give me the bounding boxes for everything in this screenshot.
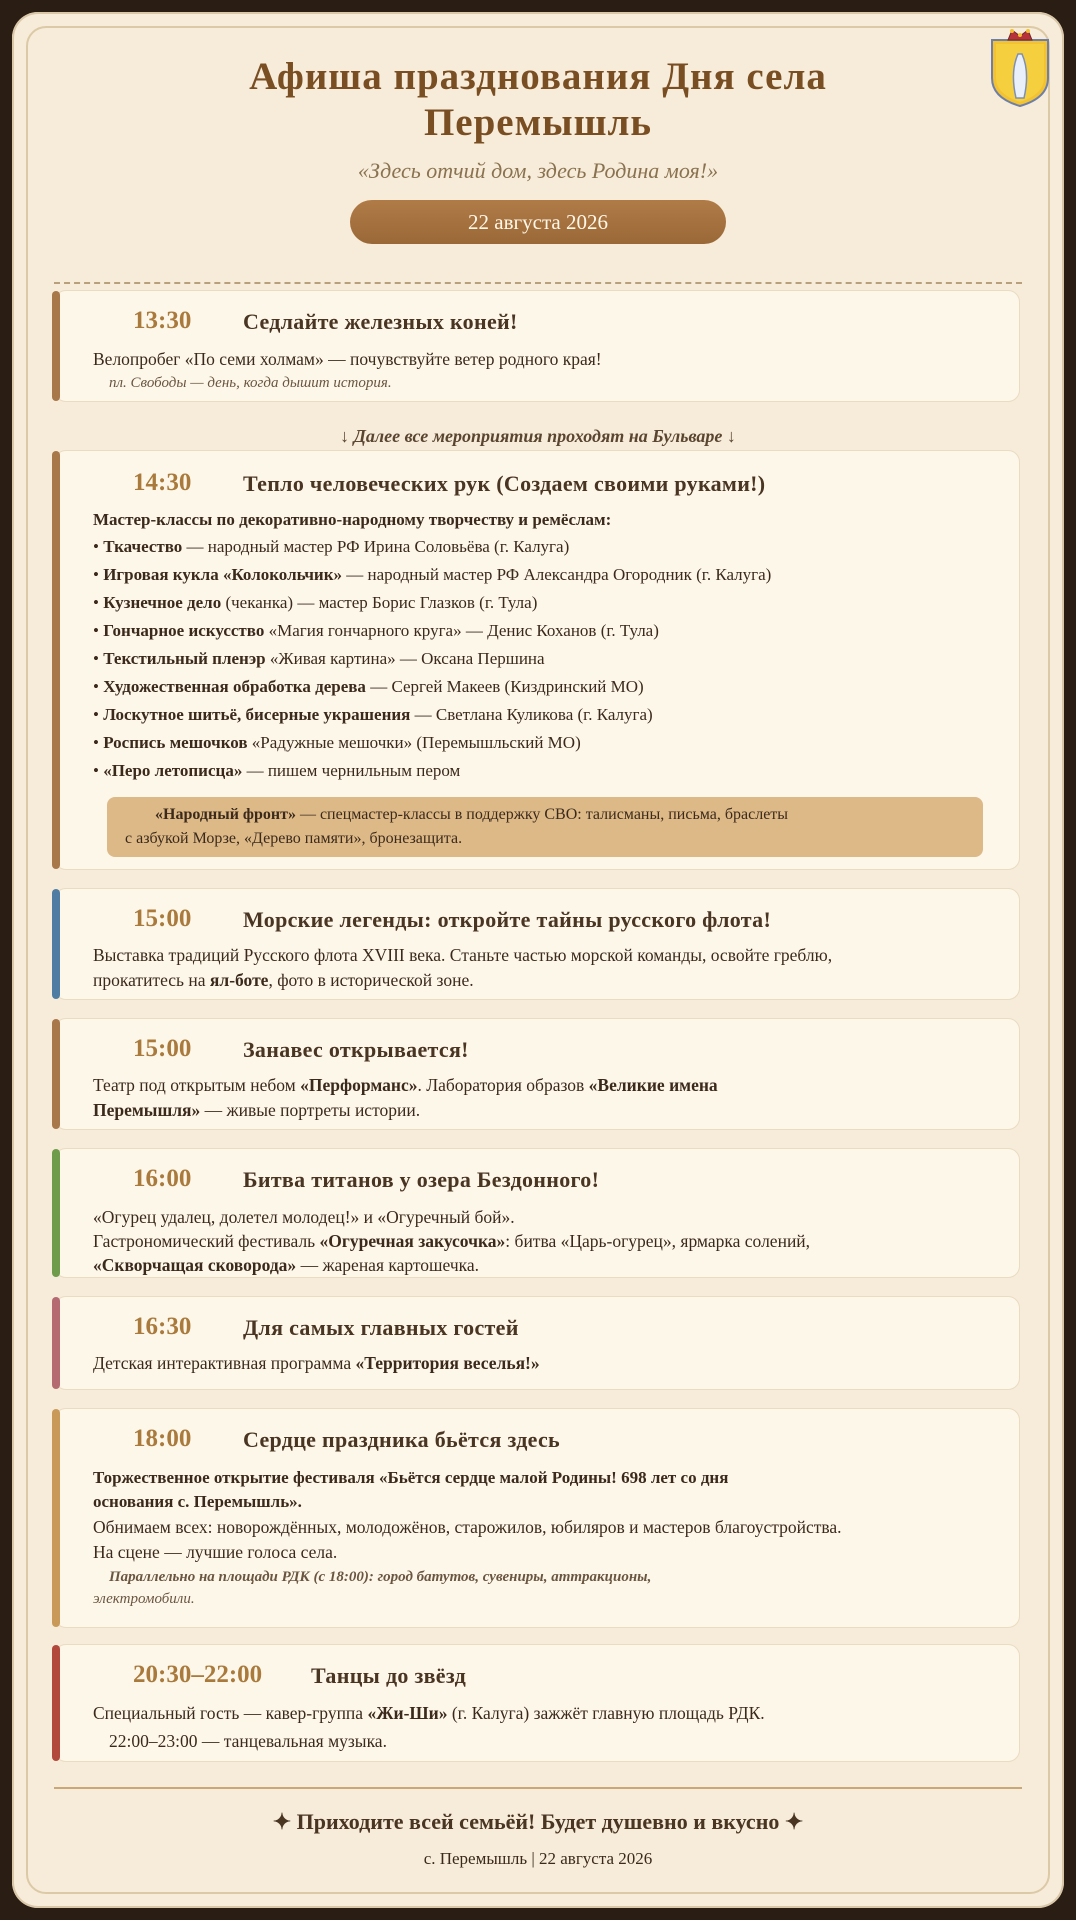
event-text-line-3: «Скворчащая сковорода» — жареная картошечка.	[93, 1255, 480, 1275]
event-text-line-4: На сцене — лучшие голоса села.	[93, 1542, 338, 1562]
event-title: Морские легенды: откройте тайны русского флота!	[243, 907, 772, 932]
poster-frame	[12, 12, 1064, 1908]
list-item: • Игровая кукла «Колокольчик» — народный мастер РФ Александра Огородник (г. Калуга)	[93, 565, 772, 584]
subtitle: «Здесь отчий дом, здесь Родина моя!»	[357, 158, 719, 183]
list-item: • Гончарное искусство «Магия гончарного круга» — Денис Коханов (г. Тула)	[93, 621, 659, 640]
event-card-1800	[54, 1408, 1020, 1628]
event-time: 16:30	[133, 1313, 192, 1340]
event-accent-bar	[52, 1409, 60, 1627]
header	[12, 54, 1064, 244]
event-time: 15:00	[133, 905, 192, 932]
event-accent-bar	[52, 291, 60, 401]
event-time: 16:00	[133, 1165, 192, 1192]
event-title: Танцы до звёзд	[311, 1663, 467, 1688]
page-title	[12, 54, 1064, 146]
event-card-1600	[54, 1148, 1020, 1278]
event-text-line-1: «Огурец удалец, долетел молодец!» и «Огуречный бой».	[93, 1207, 515, 1227]
event-card-1500-theater	[54, 1018, 1020, 1130]
list-item: • «Перо летописца» — пишем чернильным пером	[93, 761, 461, 780]
event-accent-bar	[52, 889, 60, 999]
event-accent-bar	[52, 1645, 60, 1761]
event-title: Тепло человеческих рук (Создаем своими руками!)	[243, 471, 766, 496]
event-accent-bar	[52, 1149, 60, 1277]
event-text-line-2: Перемышля» — живые портреты истории.	[93, 1100, 421, 1120]
event-accent-bar	[52, 1297, 60, 1389]
event-location-note: пл. Свободы — день, когда дышит история.	[109, 375, 392, 391]
event-text-line-2: основания с. Перемышль».	[93, 1492, 302, 1511]
callout-line-2: с азбукой Морзе, «Дерево памяти», бронезащита.	[125, 830, 463, 847]
event-title: Битва титанов у озера Бездонного!	[243, 1167, 600, 1192]
list-item: • Лоскутное шитьё, бисерные украшения — Светлана Куликова (г. Калуга)	[93, 705, 653, 724]
masterclass-heading: Мастер-классы по декоративно-народному творчеству и ремёслам:	[93, 510, 612, 529]
event-card-1430	[54, 450, 1020, 870]
footer-title: ✦ Приходите всей семьёй! Будет душевно и вкусно ✦	[272, 1809, 804, 1834]
event-time: 18:00	[133, 1425, 192, 1452]
event-text-line-2: 22:00–23:00 — танцевальная музыка.	[109, 1731, 387, 1751]
event-text-line-1: Выставка традиций Русского флота XVIII века. Станьте частью морской команды, освойте греблю,	[93, 945, 833, 965]
venue-transition-note: ↓ Далее все мероприятия проходят на Бульваре ↓	[340, 426, 736, 446]
event-text-line-3: Обнимаем всех: новорождённых, молодожёнов, старожилов, юбиляров и мастеров благоустройства.	[93, 1517, 842, 1537]
event-time: 20:30–22:00	[133, 1661, 263, 1688]
event-accent-bar	[52, 451, 60, 869]
event-text-line-2: Гастрономический фестиваль «Огуречная закусочка»: битва «Царь-огурец», ярмарка солений,	[93, 1231, 811, 1251]
event-card-1330	[54, 290, 1020, 402]
footer-subtitle: с. Перемышль | 22 августа 2026	[423, 1849, 653, 1868]
title-line-2: Перемышль	[423, 101, 653, 144]
event-time: 14:30	[133, 469, 192, 496]
event-time: 15:00	[133, 1035, 192, 1062]
narodny-front-callout	[107, 797, 983, 857]
event-accent-bar	[52, 1019, 60, 1129]
event-time: 13:30	[133, 307, 192, 334]
event-card-1500-fleet	[54, 888, 1020, 1000]
list-item: • Кузнечное дело (чеканка) — мастер Борис Глазков (г. Тула)	[93, 593, 538, 612]
event-text-line-1: Специальный гость — кавер-группа «Жи-Ши» (г. Калуга) зажжёт главную площадь РДК.	[93, 1703, 765, 1723]
event-text: Детская интерактивная программа «Территория веселья!»	[93, 1353, 540, 1373]
event-parallel-note-1: Параллельно на площади РДК (с 18:00): город батутов, сувениры, аттракционы,	[109, 1569, 652, 1585]
event-title: Седлайте железных коней!	[243, 309, 518, 334]
event-title: Занавес открывается!	[243, 1037, 469, 1062]
list-item: • Ткачество — народный мастер РФ Ирина Соловьёва (г. Калуга)	[93, 537, 570, 556]
footer-divider	[54, 1787, 1022, 1789]
list-item: • Текстильный пленэр «Живая картина» — Оксана Першина	[93, 649, 545, 668]
date-badge: 22 августа 2026	[350, 200, 726, 244]
event-text-line-1: Театр под открытым небом «Перформанс». Лаборатория образов «Великие имена	[93, 1075, 718, 1095]
callout-line-1: «Народный фронт» — спецмастер-классы в поддержку СВО: талисманы, письма, браслеты	[155, 806, 789, 823]
event-title: Сердце праздника бьётся здесь	[243, 1427, 560, 1452]
list-item: • Художественная обработка дерева — Сергей Макеев (Киздринский МО)	[93, 677, 644, 696]
list-item: • Роспись мешочков «Радужные мешочки» (Перемышльский МО)	[93, 733, 581, 752]
event-text-line-2: прокатитесь на ял-боте, фото в исторической зоне.	[93, 970, 474, 990]
event-text-line-1: Торжественное открытие фестиваля «Бьётся сердце малой Родины! 698 лет со дня	[93, 1468, 729, 1487]
event-text: Велопробег «По семи холмам» — почувствуйте ветер родного края!	[93, 349, 602, 369]
event-card-1630	[54, 1296, 1020, 1390]
event-card-2030	[54, 1644, 1020, 1762]
title-line-1: Афиша празднования Дня села	[249, 55, 827, 98]
dashed-divider	[54, 282, 1022, 284]
event-title: Для самых главных гостей	[243, 1315, 519, 1340]
event-parallel-note-2: электромобили.	[93, 1591, 195, 1607]
